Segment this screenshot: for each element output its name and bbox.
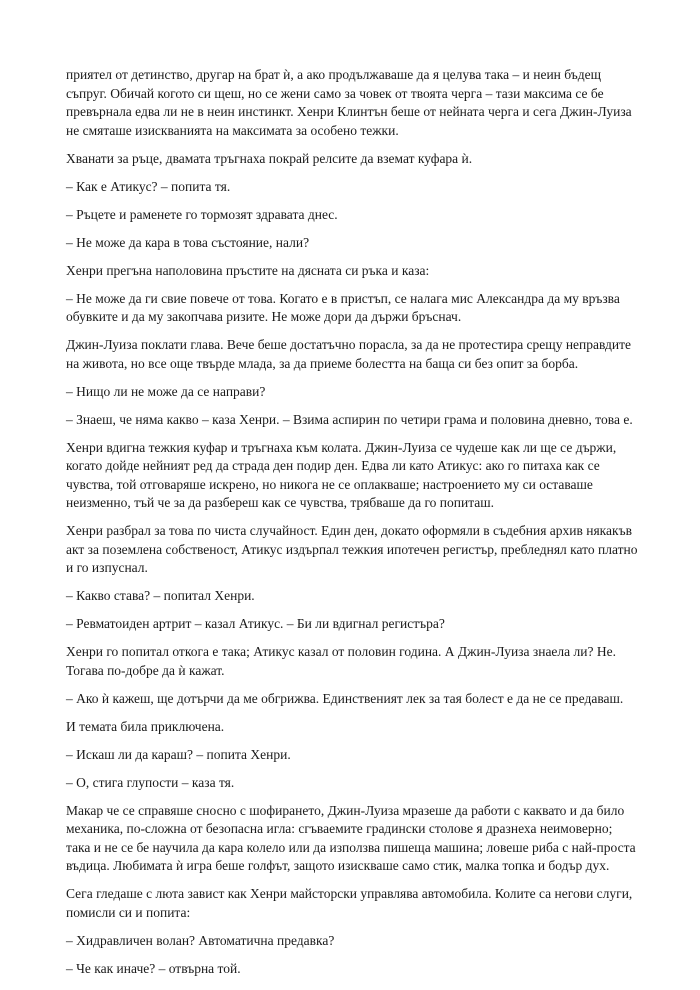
paragraph: – Ако ѝ кажеш, ще дотърчи да ме обгрижва. Единственият лек за тая болест е да не се предаваш. xyxy=(66,690,624,706)
paragraph: – Ревматоиден артрит – казал Атикус. – Би ли вдигнал регистъра? xyxy=(66,616,445,631)
paragraph: Хенри разбрал за това по чиста случайност. Един ден, докато оформяли в съдебния архив някакъв акт за поземлена собственост, Атикус издърпал тежкия ипотечен регистър, пребледнял като платно и го изпуснал. xyxy=(66,523,638,575)
paragraph: – Нищо ли не може да се направи? xyxy=(66,383,266,399)
document-page xyxy=(66,66,638,988)
paragraph: – О, стига глупости – каза тя. xyxy=(66,774,235,790)
paragraph: – Не може да ги свие повече от това. Когато е в пристъп, се налага мис Александра да му връзва обувките и да му закопчава ризите. Не може дори да държи бръснач. xyxy=(66,290,620,324)
paragraph: – Как е Атикус? – попита тя. xyxy=(66,178,231,194)
paragraph: – Че как иначе? – отвърна той. xyxy=(66,960,241,976)
paragraph: – Ръцете и раменете го тормозят здравата днес. xyxy=(66,206,338,222)
paragraph: И темата била приключена. xyxy=(66,718,225,734)
paragraph: приятел от детинство, другар на брат ѝ, а ако продължаваше да я целува така – и неин бъдещ съпруг. Обичай когото си щеш, но се жени само за човек от твоята черга – тази максима се бе превърнала едва ли не в неин инстинкт. Хенри Клинтън беше от нейната черга и сега Джин-Луиза не смяташе изискванията на максимата за особено тежки. xyxy=(66,67,632,138)
paragraph: Сега гледаше с люта завист как Хенри майсторски управлява автомобила. Колите са негови слуги, помисли си и попита: xyxy=(66,886,633,920)
paragraph: Джин-Луиза поклати глава. Вече беше достатъчно порасла, за да не протестира срещу неправдите на живота, но все още твърде млада, за да приеме болестта на баща си без опит за борба. xyxy=(66,337,632,371)
paragraph: – Какво става? – попитал Хенри. xyxy=(66,588,255,603)
paragraph: Хенри прегъна наполовина пръстите на дясната си ръка и каза: xyxy=(66,262,430,278)
paragraph: Хванати за ръце, двамата тръгнаха покрай релсите да вземат куфара ѝ. xyxy=(66,150,473,166)
paragraph: – Хидравличен волан? Автоматична предавка? xyxy=(66,932,335,948)
paragraph: – Знаеш, че няма какво – каза Хенри. – Взима аспирин по четири грама и половина дневно, това е. xyxy=(66,411,633,427)
paragraph: – Не може да кара в това състояние, нали? xyxy=(66,234,310,250)
paragraph: – Искаш ли да караш? – попита Хенри. xyxy=(66,746,291,762)
paragraph: Макар че се справяше сносно с шофирането, Джин-Луиза мразеше да работи с каквато и да било механика, по-сложна от безопасна игла: сгъваемите градински столове я дразнеха неимоверно; така и не се бе научила да кара колело или да използва пишеща машина; ловеше риба с най-проста въдица. Любимата ѝ игра беше голфът, защото изискваше само стик, малка топка и бодър дух. xyxy=(66,802,636,873)
paragraph: Хенри вдигна тежкия куфар и тръгнаха към колата. Джин-Луиза се чудеше как ли ще се държи, когато дойде нейният ред да страда ден подир ден. Едва ли като Атикус: ако го питаха как се чувства, той отговаряше искрено, но никога не се оплакваше; настроението му си оставаше неизменно, тъй че за да разбереш как се чувства, трябваше да го попиташ. xyxy=(66,439,617,510)
paragraph: Хенри го попитал откога е така; Атикус казал от половин година. А Джин-Луиза знаела ли? Не. Тогава по-добре да ѝ кажат. xyxy=(66,644,616,678)
